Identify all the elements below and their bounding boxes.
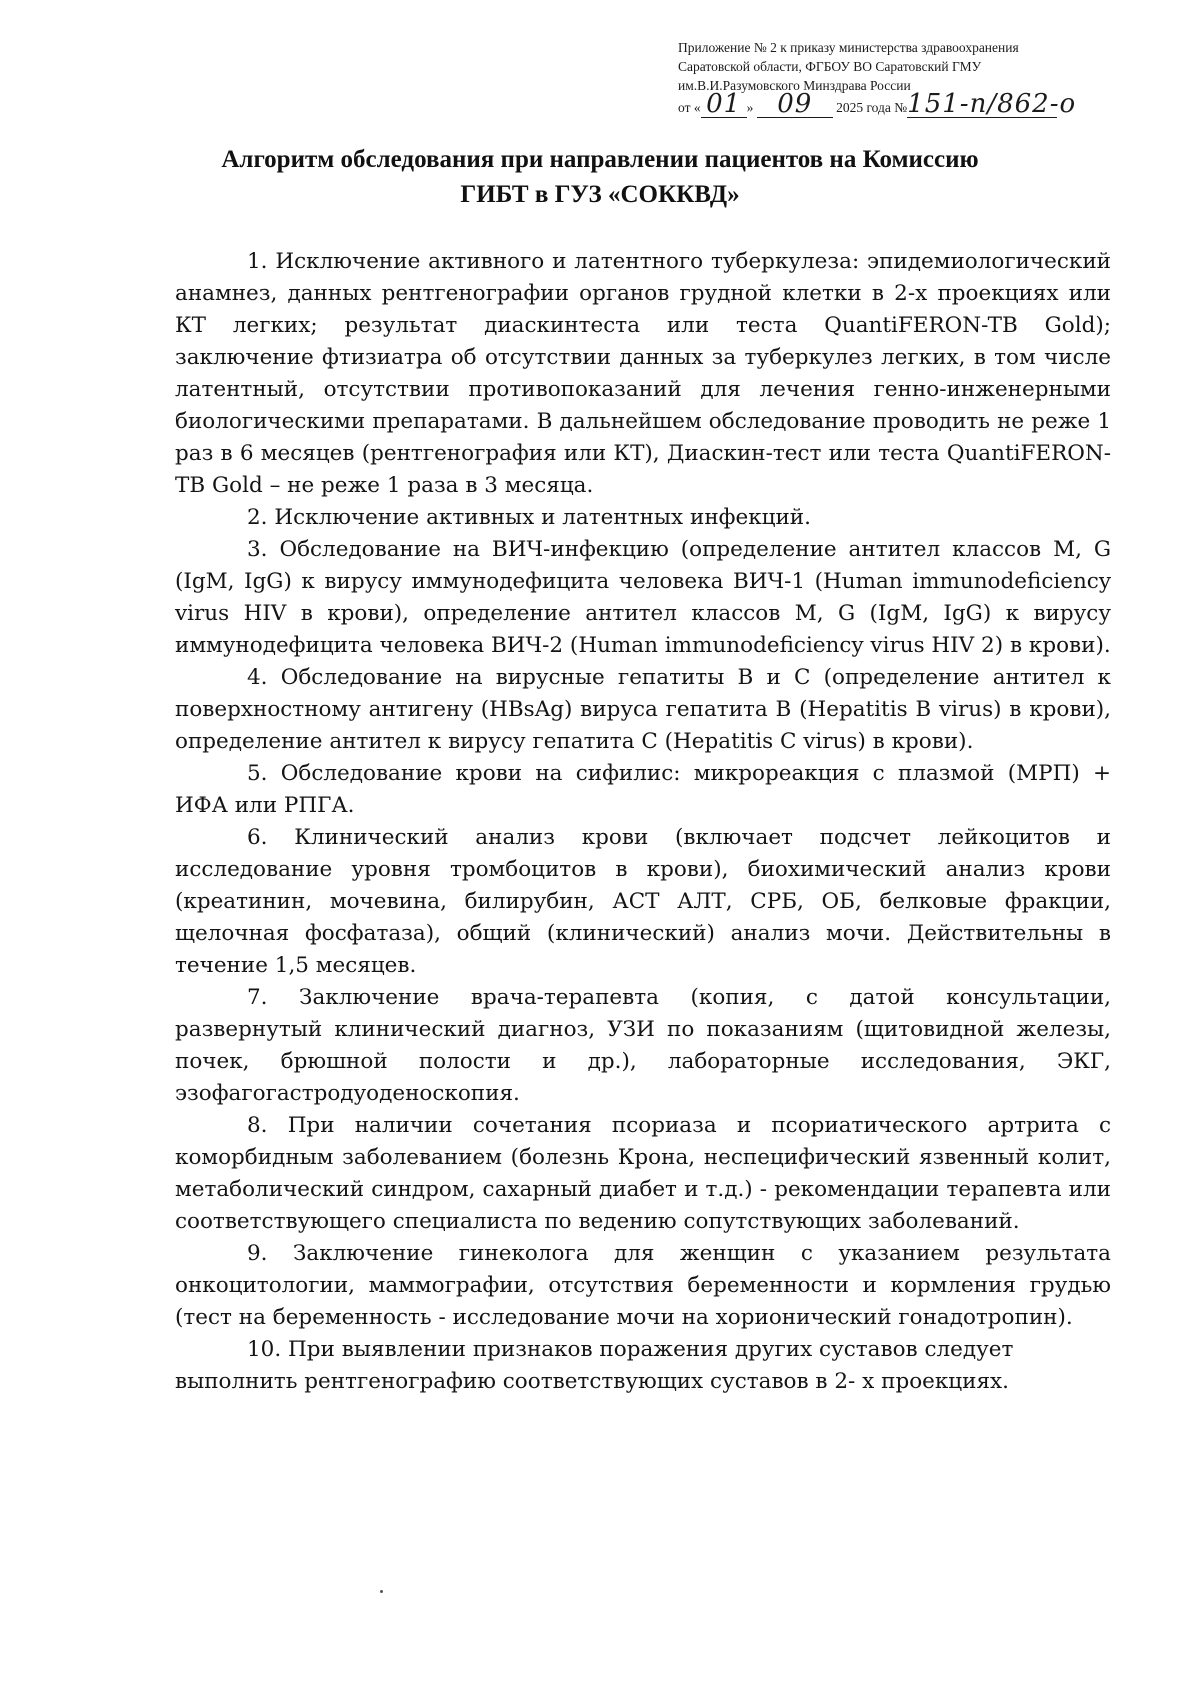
document-title — [120, 142, 1080, 212]
item-text: Исключение активных и латентных инфекций. — [274, 505, 811, 530]
list-item-4 — [175, 662, 1111, 758]
order-month-field — [757, 89, 833, 119]
appendix-line-3: им.В.И.Разумовского Минздрава России — [678, 78, 911, 93]
item-number: 2. — [247, 505, 268, 530]
item-text: Обследование на ВИЧ-инфекцию (определение антител классов M, G (IgM, IgG) к вирусу иммунодефицита человека ВИЧ-1 (Human immunodeficiency virus HIV в крови), определение антител классов M, G (IgM, IgG) к вирусу иммунодефицита человека ВИЧ-2 (Human immunodeficiency virus HIV 2) в крови). — [175, 537, 1111, 658]
order-month-handwritten: 09 — [777, 89, 813, 119]
list-item-6 — [175, 822, 1111, 982]
item-number: 9. — [247, 1241, 268, 1266]
order-number-field — [907, 89, 1077, 119]
list-item-7 — [175, 982, 1111, 1110]
item-number: 7. — [247, 985, 268, 1010]
appendix-line-1: Приложение № 2 к приказу министерства здравоохранения — [678, 40, 1019, 55]
algorithm-list — [175, 246, 1111, 1398]
order-year-text: 2025 года № — [836, 100, 908, 115]
order-day-field — [701, 89, 747, 119]
list-item-9 — [175, 1238, 1111, 1334]
item-text: Обследование на вирусные гепатиты В и С (определение антител к поверхностному антигену (HBsAg) вируса гепатита B (Hepatitis B virus) в крови), определение антител к вирусу гепатита C (Hepatitis C virus) в крови). — [175, 665, 1111, 754]
scan-speck — [380, 1590, 383, 1593]
list-item-8 — [175, 1110, 1111, 1238]
date-prefix: от « — [678, 100, 701, 115]
appendix-line-2: Саратовской области, ФГБОУ ВО Саратовский ГМУ — [678, 59, 982, 74]
title-line-2: ГИБТ в ГУЗ «СОККВД» — [460, 181, 740, 208]
list-item-5 — [175, 758, 1111, 822]
item-number: 6. — [247, 825, 268, 850]
item-text: Заключение врача-терапевта (копия, с датой консультации, развернутый клинический диагноз, УЗИ по показаниям (щитовидной железы, почек, брюшной полости и др.), лабораторные исследования, ЭКГ, эзофагогастродуоденоскопия. — [175, 985, 1111, 1106]
item-text: При выявлении признаков поражения других суставов следует выполнить рентгенографию соответствующих суставов в 2- х проекциях. — [175, 1337, 1014, 1394]
item-number: 8. — [247, 1113, 268, 1138]
item-text: При наличии сочетания псориаза и псориатического артрита с коморбидным заболеванием (болезнь Крона, неспецифический язвенный колит, метаболический синдром, сахарный диабет и т.д.) - рекомендации терапевта или соответствующего специалиста по ведению сопутствующих заболеваний. — [175, 1113, 1111, 1234]
list-item-10 — [175, 1334, 1111, 1398]
date-mid: » — [746, 100, 754, 115]
list-item-1 — [175, 246, 1111, 502]
item-number: 1. — [247, 249, 268, 274]
list-item-3 — [175, 534, 1111, 662]
item-number: 4. — [247, 665, 268, 690]
item-number: 10. — [247, 1337, 282, 1362]
order-number-handwritten: 151-п/862-о — [907, 89, 1077, 119]
order-date-line — [678, 89, 1148, 119]
list-item-2 — [175, 502, 1111, 534]
item-number: 3. — [247, 537, 268, 562]
item-number: 5. — [247, 761, 268, 786]
item-text: Обследование крови на сифилис: микрореакция с плазмой (МРП) + ИФА или РПГА. — [175, 761, 1111, 818]
item-text: Клинический анализ крови (включает подсчет лейкоцитов и исследование уровня тромбоцитов в крови), биохимический анализ крови (креатинин, мочевина, билирубин, АСТ АЛТ, СРБ, ОБ, белковые фракции, щелочная фосфатаза), общий (клинический) анализ мочи. Действительны в течение 1,5 месяцев. — [175, 825, 1111, 978]
item-text: Исключение активного и латентного туберкулеза: эпидемиологический анамнез, данных рентгенографии органов грудной клетки в 2-х проекциях или КТ легких; результат диаскинтеста или теста QuantiFERON-TB Gold); заключение фтизиатра об отсутствии данных за туберкулез легких, в том числе латентный, отсутствии противопоказаний для лечения генно-инженерными биологическими препаратами. В дальнейшем обследование проводить не реже 1 раз в 6 месяцев (рентгенография или КТ), Диаскин-тест или теста QuantiFERON-TB Gold – не реже 1 раза в 3 месяца. — [175, 249, 1111, 498]
order-day-handwritten: 01 — [706, 89, 742, 119]
appendix-header-note — [678, 38, 1148, 118]
item-text: Заключение гинеколога для женщин с указанием результата онкоцитологии, маммографии, отсутствия беременности и кормления грудью (тест на беременность - исследование мочи на хорионический гонадотропин). — [175, 1241, 1111, 1330]
title-line-1: Алгоритм обследования при направлении пациентов на Комиссию — [221, 146, 979, 173]
